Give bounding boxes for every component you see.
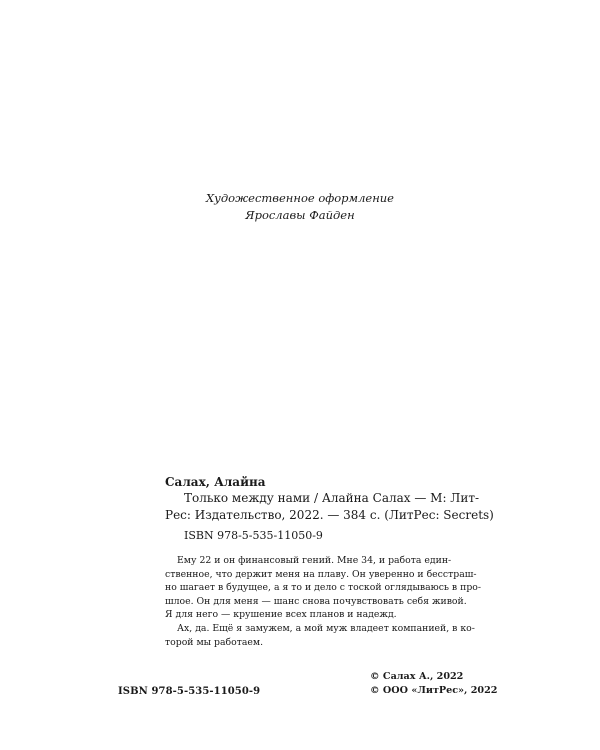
annotation-line-2: ственное, что держит меня на плаву. Он уверенно и бесстраш-	[165, 568, 477, 580]
annotation-line-1: Ему 22 и он финансовый гений. Мне 34, и работа един-	[177, 555, 452, 566]
credits-line-2: Ярославы Файден	[245, 208, 355, 222]
annotation-line-6: Ах, да. Ещё я замужем, а мой муж владеет компанией, в ко-	[177, 622, 475, 634]
entry-line-2: Рес: Издательство, 2022. — 384 с. (ЛитРес: Secrets)	[165, 508, 494, 522]
design-credits	[0, 190, 600, 224]
copyright-author: © Салах А., 2022	[370, 671, 464, 682]
bibliographic-record	[165, 474, 495, 649]
author-heading: Салах, Алайна	[165, 475, 266, 489]
copyright-publisher: © ООО «ЛитРес», 2022	[370, 685, 498, 696]
annotation-line-7: торой мы работаем.	[165, 636, 264, 648]
footer-isbn: ISBN 978-5-535-11050-9	[118, 686, 261, 697]
annotation	[165, 554, 495, 649]
bibliographic-entry	[165, 490, 495, 524]
annotation-line-5: Я для него — крушение всех планов и надежд.	[165, 609, 397, 621]
copyright-block	[370, 670, 497, 698]
credits-line-1: Художественное оформление	[206, 191, 394, 205]
entry-line-1: Только между нами / Алайна Салах — М: Лит-	[184, 491, 480, 505]
isbn-record: ISBN 978-5-535-11050-9	[184, 529, 323, 542]
annotation-line-4: шлое. Он для меня — шанс снова почувствовать себя живой.	[165, 595, 467, 607]
annotation-line-3: но шагает в будущее, а я то и дело с тоской оглядываюсь в про-	[165, 582, 482, 594]
